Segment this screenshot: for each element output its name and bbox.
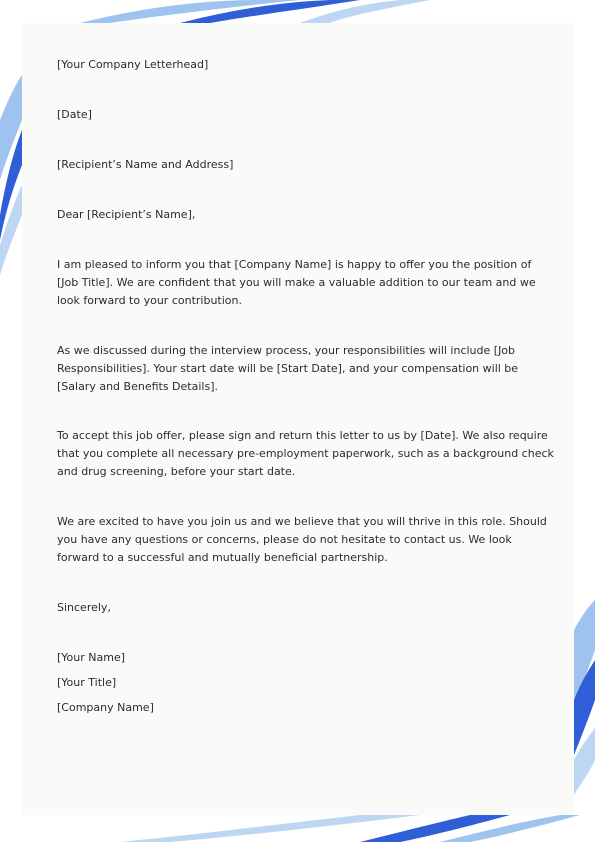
paragraph-line: and drug screening, before your start date. [57,465,296,478]
paragraph-line: look forward to your contribution. [57,294,242,307]
date-line: [Date] [57,108,92,121]
paragraph-line: As we discussed during the interview process, your responsibilities will include [Job [57,344,516,357]
signer-company: [Company Name] [57,701,154,714]
paragraph-offer [57,256,537,310]
closing: Sincerely, [57,601,111,614]
paragraph-line: I am pleased to inform you that [Company Name] is happy to offer you the position of [57,258,532,271]
paragraph-line: you have any questions or concerns, please do not hesitate to contact us. We look [57,533,512,546]
letterhead: [Your Company Letterhead] [57,58,209,71]
letter-sheet [22,23,574,815]
paragraph-line: forward to a successful and mutually beneficial partnership. [57,551,388,564]
paragraph-line: [Salary and Benefits Details]. [57,380,218,393]
recipient-address: [Recipient’s Name and Address] [57,158,234,171]
signer-name: [Your Name] [57,651,126,664]
salutation: Dear [Recipient’s Name], [57,208,196,221]
paragraph-acceptance [57,427,554,481]
paragraph-line: To accept this job offer, please sign and return this letter to us by [Date]. We also require [57,429,548,442]
paragraph-line: Responsibilities]. Your start date will be [Start Date], and your compensation will be [57,362,519,375]
paragraph-responsibilities [57,342,537,396]
paragraph-closing-remarks [57,513,547,567]
paragraph-line: that you complete all necessary pre-employment paperwork, such as a background check [57,447,554,460]
paragraph-line: [Job Title]. We are confident that you will make a valuable addition to our team and we [57,276,536,289]
paragraph-line: We are excited to have you join us and we believe that you will thrive in this role. Should [57,515,547,528]
signer-title: [Your Title] [57,676,117,689]
